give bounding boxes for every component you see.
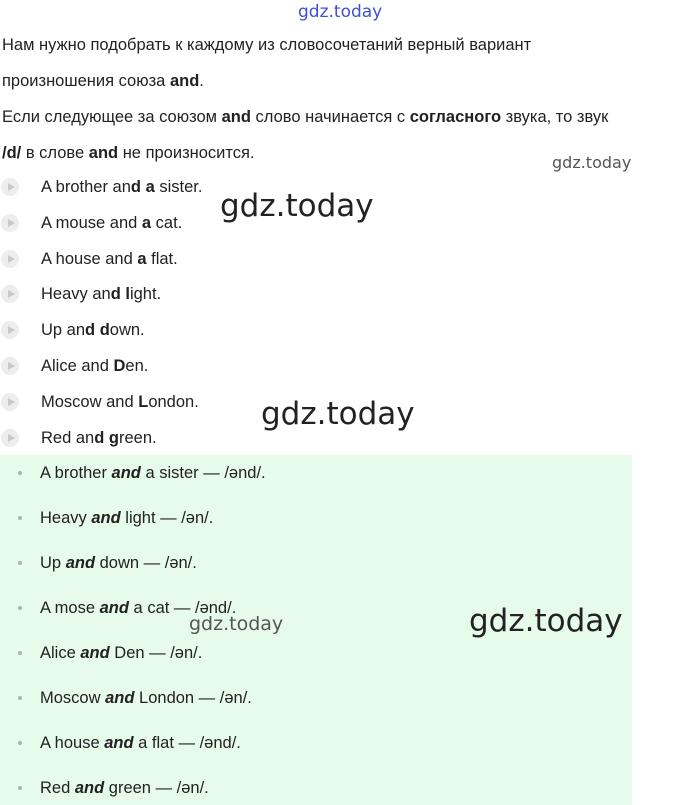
watermark: gdz.today [189, 613, 284, 635]
play-icon[interactable] [1, 393, 19, 411]
play-icon[interactable] [1, 214, 19, 232]
intro-text: в слове [21, 144, 89, 162]
intro-bold: and [221, 108, 251, 126]
example-text: Alice and Den. [41, 356, 149, 375]
answer-text: Up and down — /ən/. [40, 553, 197, 572]
example-text: A mouse and a cat. [41, 213, 183, 232]
bullet-icon [18, 561, 22, 565]
intro-text: Нам нужно подобрать к каждому из словосочетаний верный вариант [2, 36, 532, 54]
intro-text: слово начинается с [250, 108, 410, 126]
play-icon[interactable] [1, 285, 19, 303]
intro-text: произношения союза [2, 72, 170, 90]
bullet-icon [18, 651, 22, 655]
example-text: Moscow and London. [41, 392, 199, 411]
example-text: Heavy and light. [41, 284, 162, 303]
bullet-icon [18, 786, 22, 790]
example-text: A house and a flat. [41, 249, 178, 268]
answer-text: Red and green — /ən/. [40, 778, 209, 797]
bullet-icon [18, 516, 22, 520]
watermark: gdz.today [298, 2, 383, 22]
intro-line-4 [2, 143, 255, 163]
play-icon[interactable] [1, 178, 19, 196]
example-item [0, 354, 149, 378]
answer-text: Heavy and light — /ən/. [40, 508, 214, 527]
watermark: gdz.today [220, 188, 374, 224]
answer-text: Alice and Den — /ən/. [40, 643, 203, 662]
intro-text: . [199, 72, 204, 90]
example-item [0, 211, 183, 235]
intro-bold: and [169, 72, 200, 90]
example-text: A brother and a sister. [41, 177, 203, 196]
bullet-icon [18, 741, 22, 745]
example-text: Up and down. [41, 320, 145, 339]
bullet-icon [18, 606, 22, 610]
answer-text: Moscow and London — /ən/. [40, 688, 252, 707]
intro-bold: /d/ [2, 144, 22, 162]
example-item [0, 175, 203, 199]
example-item [0, 247, 178, 271]
bullet-icon [18, 696, 22, 700]
answer-text: A house and a flat — /ənd/. [40, 733, 241, 752]
watermark: gdz.today [552, 153, 632, 172]
play-icon[interactable] [1, 429, 19, 447]
intro-line-2 [2, 71, 204, 91]
example-item [0, 282, 162, 306]
play-icon[interactable] [1, 357, 19, 375]
example-item [0, 426, 157, 450]
bullet-icon [18, 471, 22, 475]
intro-text: Если следующее за союзом [2, 108, 222, 126]
example-item [0, 318, 145, 342]
example-item [0, 390, 199, 414]
watermark: gdz.today [469, 603, 623, 639]
intro-bold: and [88, 144, 119, 162]
intro-text: звука, то звук [501, 108, 609, 126]
intro-line-3 [2, 107, 608, 127]
play-icon[interactable] [1, 250, 19, 268]
intro-line-1 [2, 35, 531, 55]
play-icon[interactable] [1, 321, 19, 339]
intro-text: не произносится. [118, 144, 255, 162]
watermark: gdz.today [261, 396, 415, 432]
intro-bold: согласного [409, 108, 502, 126]
example-text: Red and green. [41, 428, 157, 447]
answer-text: A mose and a cat — /ənd/. [40, 598, 237, 617]
answer-text: A brother and a sister — /ənd/. [40, 463, 266, 482]
